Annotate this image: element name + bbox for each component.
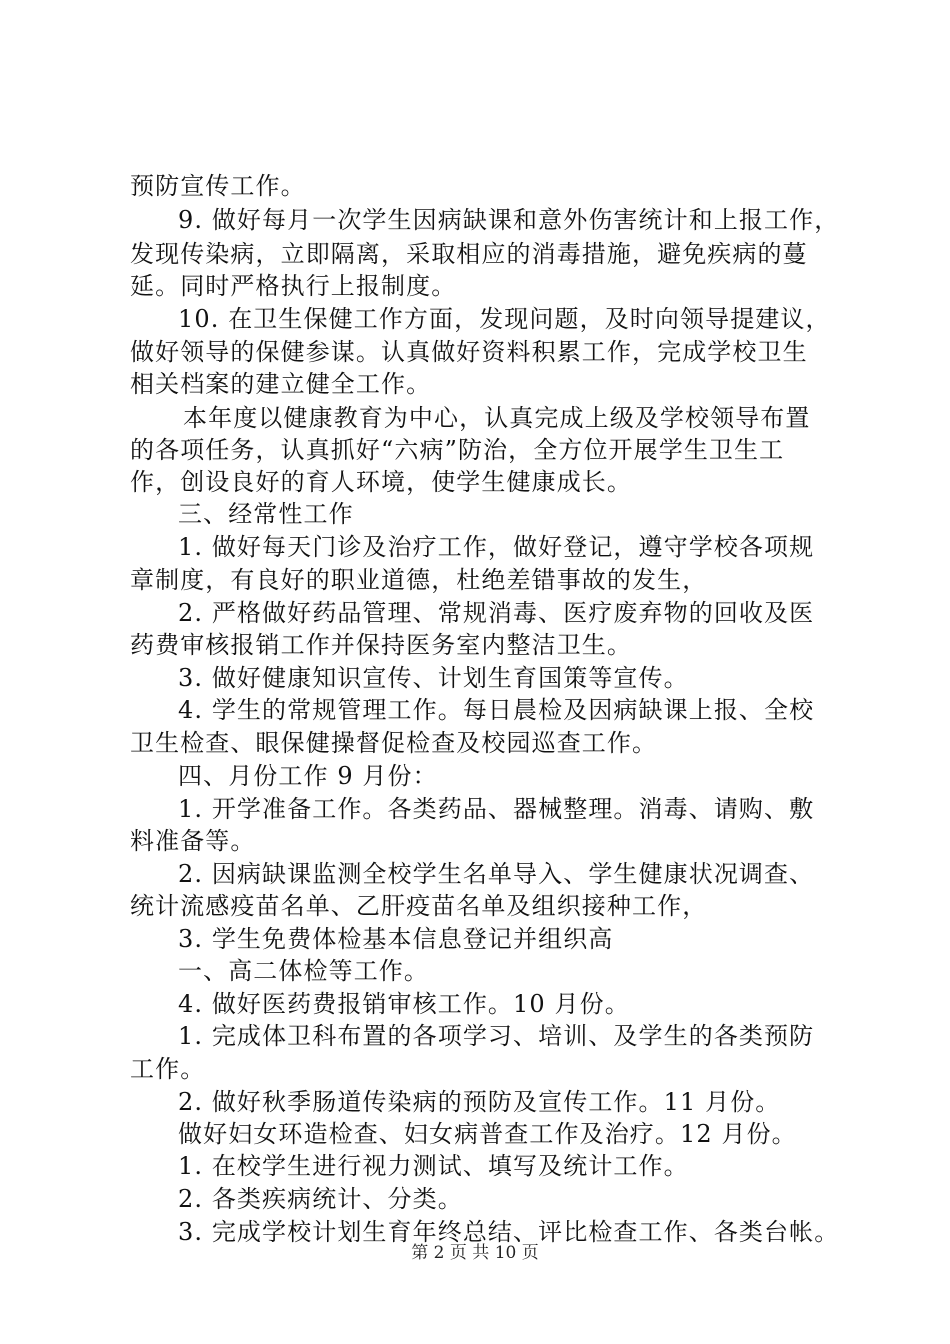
text-line: 延。同时严格执行上报制度。 (130, 272, 457, 300)
text-line: 2. 做好秋季肠道传染病的预防及宣传工作。11 月份。 (178, 1088, 781, 1116)
text-line: 药费审核报销工作并保持医务室内整洁卫生。 (130, 631, 632, 659)
text-line: 作，创设良好的育人环境，使学生健康成长。 (130, 468, 632, 496)
text-line: 相关档案的建立健全工作。 (130, 370, 432, 398)
text-line: 统计流感疫苗名单、乙肝疫苗名单及组织接种工作， (130, 892, 708, 920)
text-line: 料准备等。 (130, 827, 256, 855)
text-line: 3. 做好健康知识宣传、计划生育国策等宣传。 (178, 664, 689, 692)
text-line: 1. 做好每天门诊及治疗工作，做好登记，遵守学校各项规 (178, 533, 815, 561)
text-line: 做好领导的保健参谋。认真做好资料积累工作，完成学校卫生 (130, 338, 808, 366)
text-line: 4. 学生的常规管理工作。每日晨检及因病缺课上报、全校 (178, 696, 815, 724)
text-line: 一、高二体检等工作。 (178, 957, 429, 985)
text-line: 的各项任务，认真抓好“六病”防治，全方位开展学生卫生工 (130, 436, 785, 464)
section-heading: 三、经常性工作 (178, 500, 354, 528)
text-line: 2. 各类疾病统计、分类。 (178, 1185, 463, 1213)
text-line: 1. 完成体卫科布置的各项学习、培训、及学生的各类预防 (178, 1022, 815, 1050)
section-heading: 四、月份工作 9 月份： (178, 762, 438, 790)
text-line: 4. 做好医药费报销审核工作。10 月份。 (178, 990, 630, 1018)
text-line: 3. 学生免费体检基本信息登记并组织高 (178, 925, 614, 953)
text-line: 1. 开学准备工作。各类药品、器械整理。消毒、请购、敷 (178, 795, 815, 823)
text-line: 10. 在卫生保健工作方面，发现问题，及时向领导提建议， (178, 305, 831, 333)
text-line: 2. 严格做好药品管理、常规消毒、医疗废弃物的回收及医 (178, 599, 815, 627)
text-line: 1. 在校学生进行视力测试、填写及统计工作。 (178, 1152, 689, 1180)
page-footer: 第 2 页 共 10 页 (411, 1243, 539, 1263)
text-line: 工作。 (130, 1055, 206, 1083)
text-line: 卫生检查、眼保健操督促检查及校园巡查工作。 (130, 729, 658, 757)
text-line: 本年度以健康教育为中心，认真完成上级及学校领导布置 (183, 404, 811, 432)
text-line: 发现传染病，立即隔离，采取相应的消毒措施，避免疾病的蔓 (130, 240, 808, 268)
text-line: 9. 做好每月一次学生因病缺课和意外伤害统计和上报工作， (178, 206, 840, 234)
text-line: 章制度，有良好的职业道德，杜绝差错事故的发生， (130, 566, 708, 594)
text-line: 3. 完成学校计划生育年终总结、评比检查工作、各类台帐。 (178, 1218, 840, 1246)
text-line: 做好妇女环造检查、妇女病普查工作及治疗。12 月份。 (178, 1120, 797, 1148)
text-line: 2. 因病缺课监测全校学生名单导入、学生健康状况调查、 (178, 860, 815, 888)
text-line: 预防宣传工作。 (130, 172, 306, 200)
